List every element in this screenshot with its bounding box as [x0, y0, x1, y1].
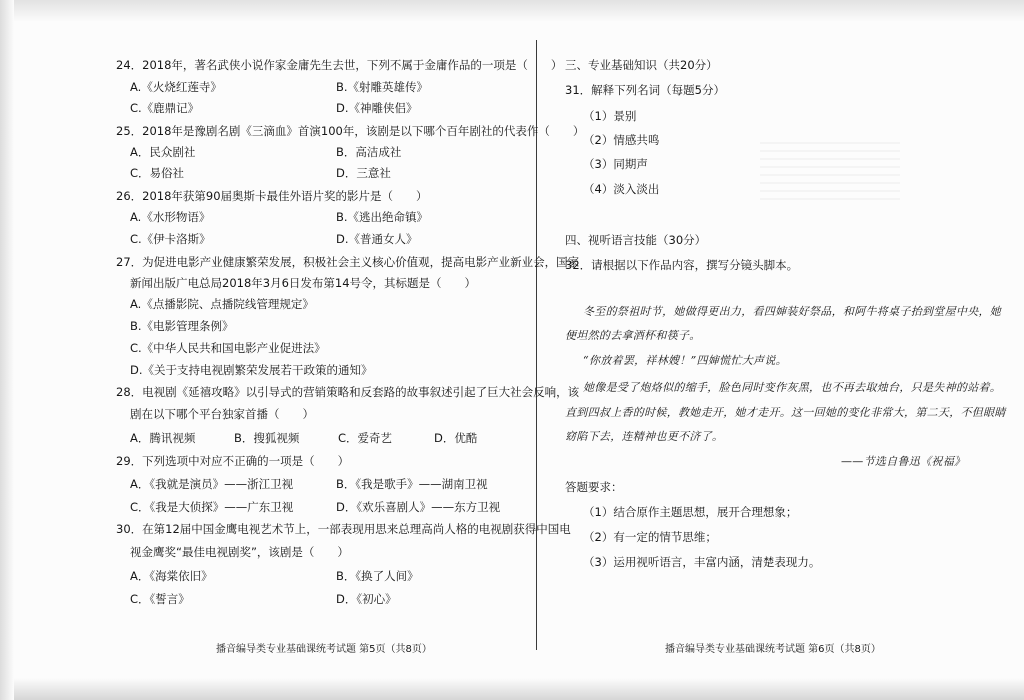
q29-option-c: C．《我是大侦探》——广东卫视	[130, 500, 294, 514]
q24-option-c: C.《鹿鼎记》	[130, 101, 200, 115]
q26-option-c: C.《伊卡洛斯》	[130, 232, 211, 246]
passage-line: 窈陷下去，连精神也更不济了。	[565, 430, 724, 443]
term-item: （3）同期声	[583, 157, 648, 171]
q27-option-c: C.《中华人民共和国电影产业促进法》	[130, 341, 326, 355]
right-page-footer: 播音编导类专业基础课统考试题 第6页（共8页）	[665, 644, 881, 655]
q30-stem-line1: 30．在第12届中国金鹰电视艺术节上，一部表现用思来总理高尚人格的电视剧获得中国电	[116, 522, 571, 536]
passage-line: 她像是受了炮烙似的缩手，脸色同时变作灰黑，也不再去取烛台，只是失神的站着。	[583, 381, 1002, 394]
q28-stem-line1: 28．电视剧《延禧攻略》以引导式的营销策略和反套路的故事叙述引起了巨大社会反响，该	[116, 385, 580, 399]
passage-source: ——节选自鲁迅《祝福》	[841, 455, 966, 468]
q28-option-b: B．搜狐视频	[234, 431, 300, 445]
q30-option-d: D．《初心》	[336, 592, 397, 606]
q32-stem: 32．请根据以下作品内容，撰写分镜头脚本。	[565, 258, 799, 272]
q26-option-b: B.《逃出绝命镇》	[336, 210, 429, 224]
q29-stem: 29．下列选项中对应不正确的一项是（ ）	[116, 454, 350, 468]
q29-option-d: D．《欢乐喜剧人》——东方卫视	[336, 500, 501, 514]
q24-option-b: B.《射雕英雄传》	[336, 80, 429, 94]
section-4-heading: 四、视听语言技能（30分）	[565, 233, 707, 247]
passage-line: 直到四叔上香的时候，教她走开，她才走开。这一回她的变化非常大，第二天，不但眼睛	[565, 406, 1006, 419]
passage-line: “你放着罢，祥林嫂！”四婶慌忙大声说。	[583, 354, 787, 367]
q28-stem-line2: 剧在以下哪个平台独家首播（ ）	[130, 407, 314, 421]
scan-shadow-bottom	[0, 678, 1024, 700]
requirement-item: （3）运用视听语言，丰富内涵，清楚表现力。	[583, 555, 821, 569]
q25-option-c: C．易俗社	[130, 166, 185, 180]
q25-option-b: B．高洁成社	[336, 145, 402, 159]
passage-line: 便坦然的去拿酒杯和筷子。	[565, 329, 701, 342]
q30-option-a: A．《海棠依旧》	[130, 569, 213, 583]
q27-stem-line2: 新闻出版广电总局2018年3月6日发布第14号令，其标题是（ ）	[130, 276, 477, 290]
requirement-item: （1）结合原作主题思想，展开合理想象；	[583, 505, 798, 519]
term-item: （4）淡入淡出	[583, 182, 660, 196]
requirements-title: 答题要求：	[565, 480, 623, 494]
q28-option-c: C．爱奇艺	[338, 431, 393, 445]
q30-option-b: B．《换了人间》	[336, 569, 419, 583]
requirement-item: （2）有一定的情节思维；	[583, 530, 717, 544]
q28-option-a: A．腾讯视频	[130, 431, 196, 445]
passage-line: 冬至的祭祖时节，她做得更出力，看四婶装好祭品，和阿牛将桌子抬到堂屋中央，她	[583, 305, 1002, 318]
q30-stem-line2: 视金鹰奖“最佳电视剧奖”，该剧是（ ）	[130, 545, 349, 559]
q25-option-d: D．三意社	[336, 166, 391, 180]
term-item: （1）景别	[583, 109, 637, 123]
q25-option-a: A．民众剧社	[130, 145, 196, 159]
q25-stem: 25．2018年是豫剧名剧《三滴血》首演100年，该剧是以下哪个百年剧社的代表作（ ）	[116, 124, 585, 138]
q26-stem: 26．2018年获第90届奥斯卡最佳外语片奖的影片是（ ）	[116, 189, 428, 203]
q27-stem-line1: 27．为促进电影产业健康繁荣发展，积极社会主义核心价值观，提高电影产业新业会，国家	[116, 255, 580, 269]
q29-option-b: B．《我是歌手》——湖南卫视	[336, 477, 488, 491]
scan-shadow-top	[0, 0, 1024, 22]
q28-option-d: D．优酷	[434, 431, 478, 445]
q24-option-a: A.《火烧红莲寺》	[130, 80, 222, 94]
left-page-footer: 播音编导类专业基础课统考试题 第5页（共8页）	[216, 644, 432, 655]
scan-shadow-left	[0, 0, 14, 700]
q26-option-a: A.《水形物语》	[130, 210, 211, 224]
q27-option-a: A.《点播影院、点播院线管理规定》	[130, 297, 314, 311]
q26-option-d: D.《普通女人》	[336, 232, 418, 246]
section-3-heading: 三、专业基础知识（共20分）	[565, 58, 718, 72]
q27-option-d: D.《关于支持电视剧繁荣发展若干政策的通知》	[130, 363, 373, 377]
bleed-through-marks	[760, 140, 900, 200]
q31-stem: 31．解释下列名词（每题5分）	[565, 83, 725, 97]
q24-stem: 24．2018年，著名武侠小说作家金庸先生去世，下列不属于金庸作品的一项是（ ）	[116, 58, 563, 72]
term-item: （2）情感共鸣	[583, 133, 660, 147]
q24-option-d: D.《神雕侠侣》	[336, 101, 418, 115]
q30-option-c: C．《誓言》	[130, 592, 190, 606]
q29-option-a: A．《我就是演员》——浙江卫视	[130, 477, 294, 491]
q27-option-b: B.《电影管理条例》	[130, 319, 234, 333]
